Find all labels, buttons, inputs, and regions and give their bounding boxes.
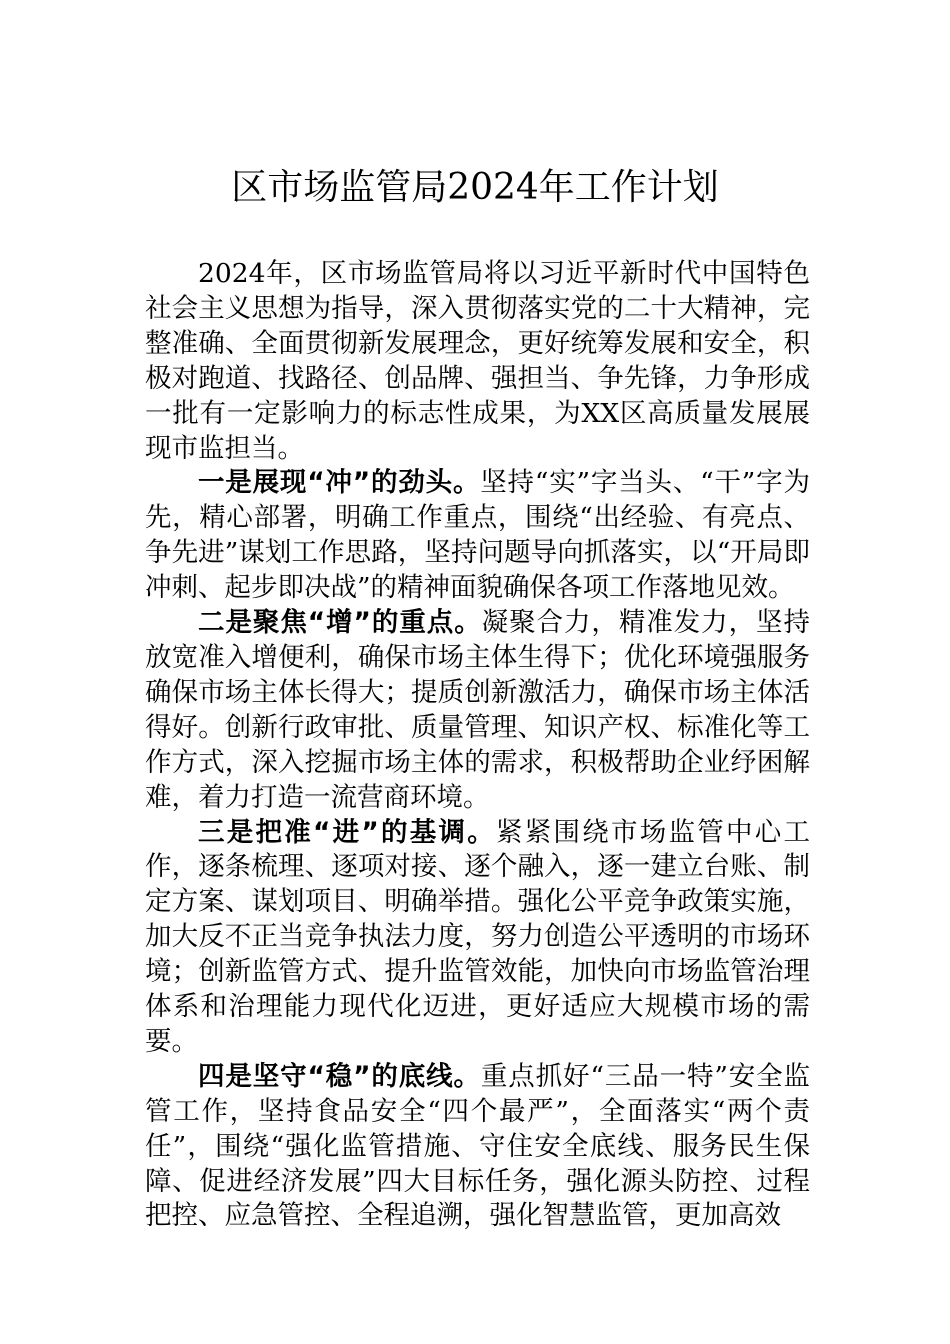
paragraph-point-1-text: 坚持“实”字当头、“干”字为先，精心部署，明确工作重点，围绕“出经验、有亮点、争先进”谋划工作思路，坚持问题导向抓落实，以“开局即冲刺、起步即决战”的精神面貌确保各项工作落地见效。 (145, 467, 810, 604)
document-title: 区市场监管局2024年工作计划 (231, 167, 719, 208)
paragraph-point-3-text: 紧紧围绕市场监管中心工作，逐条梳理、逐项对接、逐个融入，逐一建立台账、制定方案、谋划项目、明确举措。强化公平竞争政策实施，加大反不正当竞争执法力度，努力创造公平透明的市场环境；创新监管方式、提升监管效能，加快向市场监管治理体系和治理能力现代化迈进，更好适应大规模市场的需要。 (145, 816, 811, 1057)
paragraph-point-3 (145, 816, 810, 1060)
paragraph-point-4 (145, 1060, 810, 1235)
paragraph-point-1 (145, 466, 810, 606)
document-body (145, 257, 810, 1234)
paragraph-point-2-heading: 二是聚焦“增”的重点。 (198, 607, 482, 639)
paragraph-point-2 (145, 606, 810, 815)
paragraph-point-1-heading: 一是展现“冲”的劲头。 (198, 467, 481, 499)
paragraph-point-2-text: 凝聚合力，精准发力，坚持放宽准入增便利，确保市场主体生得下；优化环境强服务确保市场主体长得大；提质创新激活力，确保市场主体活得好。创新行政审批、质量管理、知识产权、标准化等工作方式，深入挖掘市场主体的需求，积极帮助企业纾困解难，着力打造一流营商环境。 (145, 607, 810, 813)
paragraph-intro-text: 2024年，区市场监管局将以习近平新时代中国特色社会主义思想为指导，深入贯彻落实党的二十大精神，完整准确、全面贯彻新发展理念，更好统筹发展和安全，积极对跑道、找路径、创品牌、强担当、争先锋，力争形成一批有一定影响力的标志性成果，为XX区高质量发展展现市监担当。 (145, 258, 810, 464)
paragraph-point-4-heading: 四是坚守“稳”的底线。 (198, 1060, 481, 1092)
paragraph-intro (145, 257, 810, 466)
paragraph-point-4-text: 重点抓好“三品一特”安全监管工作，坚持食品安全“四个最严”，全面落实“两个责任”，围绕“强化监管措施、守住安全底线、服务民生保障、促进经济发展”四大目标任务，强化源头防控、过程把控、应急管控、全程追溯，强化智慧监管，更加高效 (145, 1060, 810, 1232)
paragraph-point-3-heading: 三是把准“进”的基调。 (198, 816, 497, 848)
